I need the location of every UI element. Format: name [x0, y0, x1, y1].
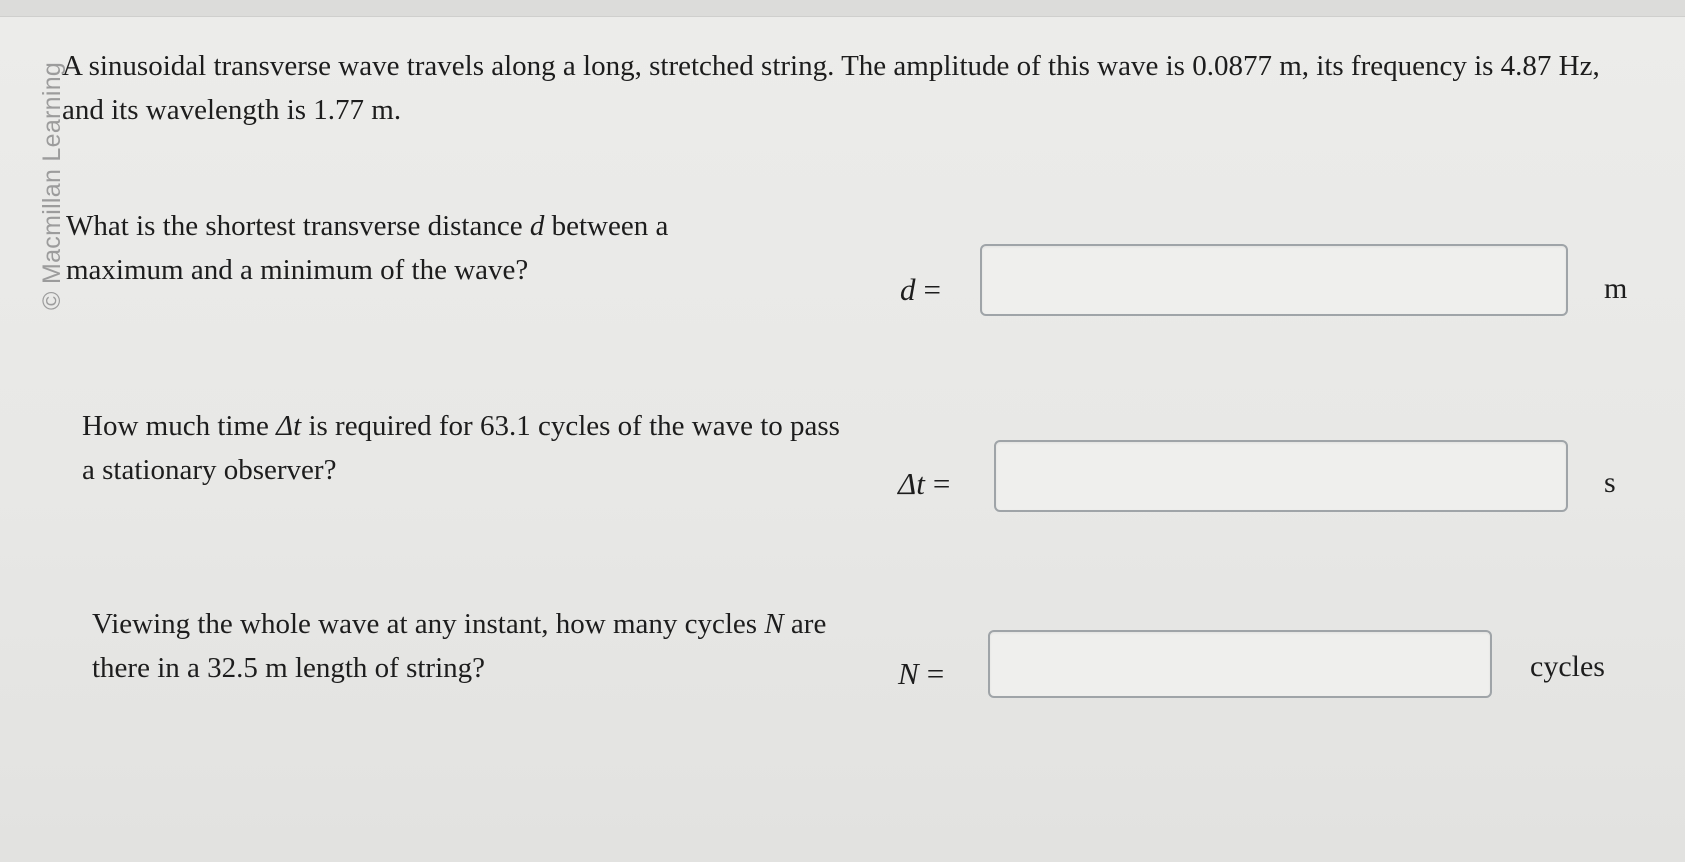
- question-3-text: [92, 602, 852, 690]
- delta-t-label-symbol: Δt: [898, 466, 925, 501]
- d-unit: m: [1604, 272, 1628, 305]
- question-2-text-before: How much time: [82, 410, 277, 442]
- n-label-equals: =: [926, 656, 945, 691]
- macmillan-watermark: © Macmillan Learning: [38, 61, 66, 310]
- n-label: [898, 656, 944, 692]
- question-1-text-before: What is the shortest transverse distance: [66, 210, 530, 242]
- question-1-variable: d: [529, 210, 545, 242]
- n-label-symbol: N: [898, 656, 919, 691]
- problem-statement: A sinusoidal transverse wave travels along a long, stretched string. The amplitude of this wave is 0.0877 m, its frequency is 4.87 Hz, and its wavelength is 1.77 m.: [62, 50, 1600, 126]
- d-answer-input[interactable]: [980, 244, 1568, 316]
- question-3-text-after: are there in a 32.5 m length of string?: [92, 608, 827, 684]
- question-1-text-after: between a maximum and a minimum of the wave?: [66, 210, 669, 286]
- question-2-variable: Δt: [276, 410, 302, 442]
- delta-t-label: [898, 466, 950, 502]
- d-label-symbol: d: [900, 272, 916, 307]
- question-3-variable: N: [764, 608, 784, 640]
- delta-t-label-equals: =: [932, 466, 951, 501]
- question-2-text-after: is required for 63.1 cycles of the wave to pass a stationary observer?: [82, 410, 840, 486]
- d-label: [900, 272, 941, 308]
- top-border: [0, 0, 1685, 17]
- question-2-text: [82, 404, 842, 492]
- question-3-text-before: Viewing the whole wave at any instant, how many cycles: [92, 608, 765, 640]
- n-unit: cycles: [1530, 650, 1605, 683]
- question-1-text: [66, 204, 756, 292]
- d-label-equals: =: [923, 272, 941, 307]
- delta-t-unit: s: [1604, 466, 1616, 499]
- n-answer-input[interactable]: [988, 630, 1492, 698]
- delta-t-answer-input[interactable]: [994, 440, 1568, 512]
